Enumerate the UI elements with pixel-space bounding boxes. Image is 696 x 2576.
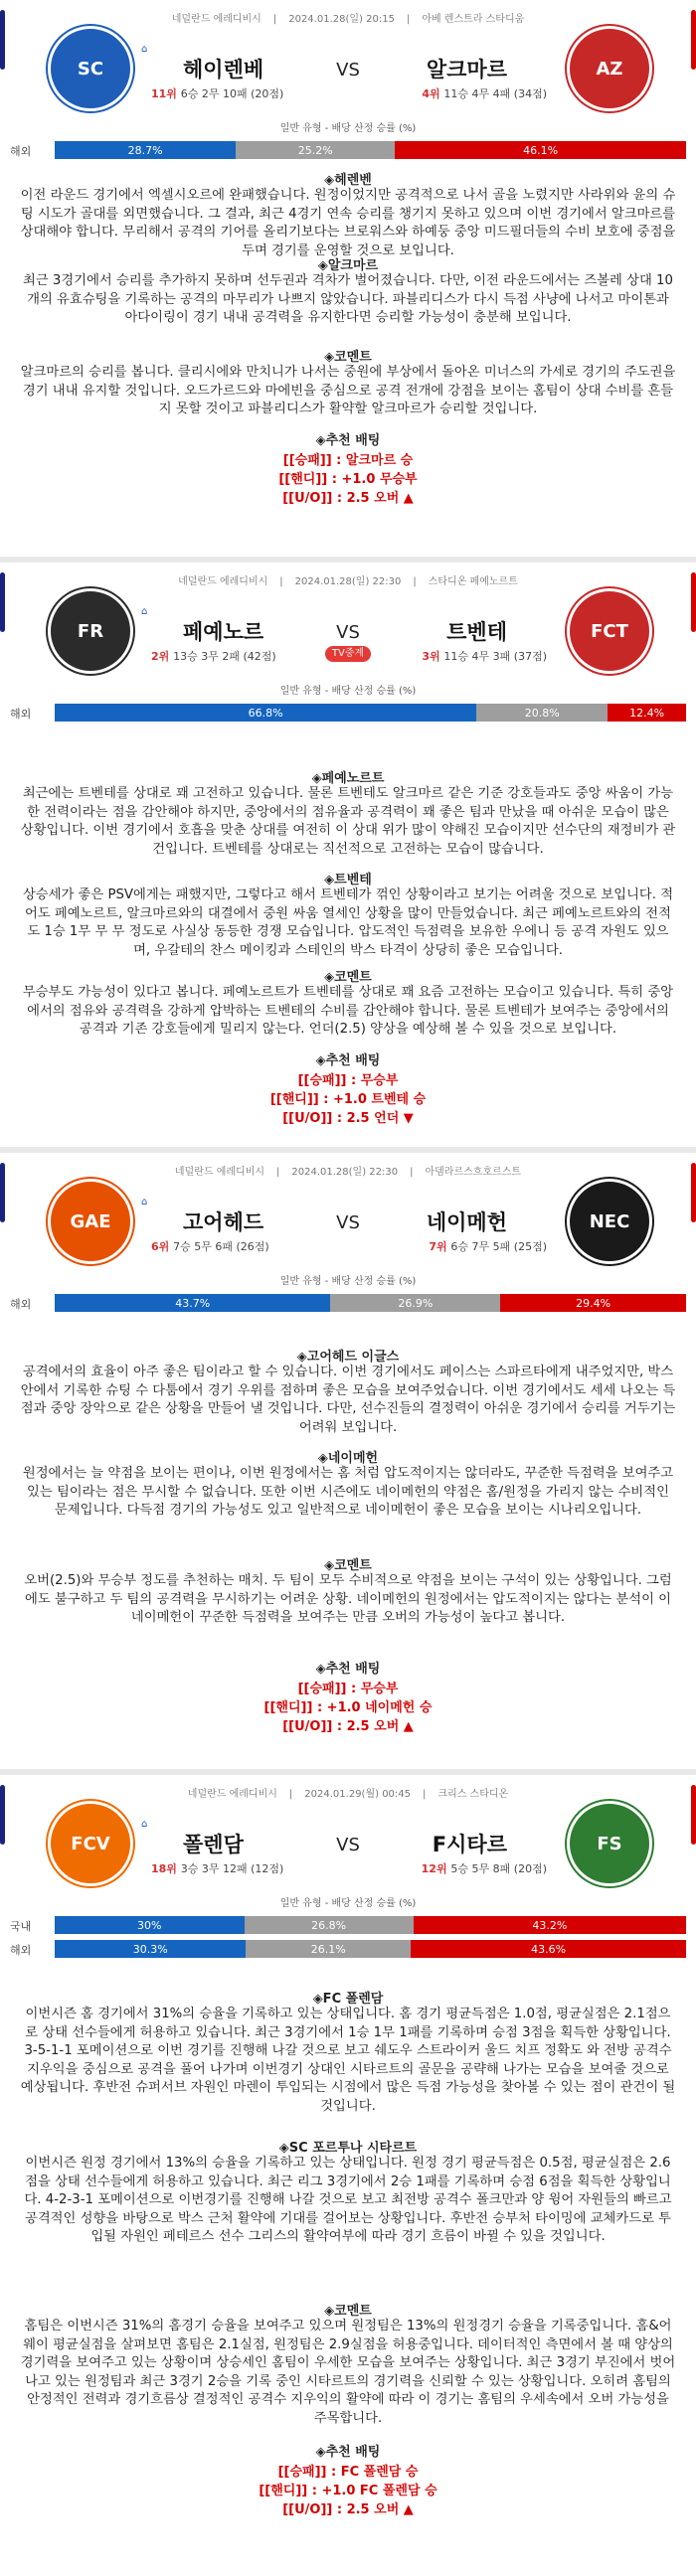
home-team-stats: 7승 5무 6패 (26점) xyxy=(173,1240,269,1253)
recommend-line: [[핸디]] : +1.0 네이메헌 승 xyxy=(263,1700,433,1715)
away-logo-text: AZ xyxy=(596,58,623,80)
vs-label: VS xyxy=(336,1835,360,1855)
away-logo-text: FS xyxy=(597,1833,622,1854)
home-team-record xyxy=(151,1238,269,1254)
away-team-stats: 11승 4무 3패 (37점) xyxy=(443,650,547,663)
recommend-line: [[U/O]] : 2.5 오버 ▲ xyxy=(282,491,414,506)
odds-bar xyxy=(55,141,686,159)
meta-separator: | xyxy=(406,14,411,25)
home-team-rank: 11위 xyxy=(151,87,181,100)
odds-row-label: 해외 xyxy=(10,145,32,158)
home-team-stats: 3승 3무 12패 (12점) xyxy=(180,1862,284,1875)
home-team-logo xyxy=(48,588,133,674)
home-team-record xyxy=(151,1860,283,1876)
analysis-section-title: ◈SC 포르투나 시타르트 xyxy=(278,2141,418,2156)
venue-name: 아뎀라르스흐호르스트 xyxy=(425,1167,522,1178)
odds-row-label: 해외 xyxy=(10,708,32,721)
analysis-section-title: ◈헤렌벤 xyxy=(324,173,372,188)
meta-separator: | xyxy=(288,1789,293,1800)
recommend-line: [[승패]] : FC 폴렌담 승 xyxy=(277,2465,419,2480)
match-card xyxy=(0,1775,696,2576)
home-win-segment: 30% xyxy=(55,1916,245,1934)
home-team-name: 고어헤드 xyxy=(183,1210,264,1234)
away-team-stats: 5승 5무 8패 (20점) xyxy=(450,1862,547,1875)
away-win-segment: 43.6% xyxy=(411,1940,686,1958)
analysis-section-text: 최근 3경기에서 승리를 추가하지 못하며 선두권과 격차가 벌어졌습니다. 다만, 이전 라운드에서는 즈볼레 상대 10개의 유효슈팅을 기록하는 공격의 마무리가 나쁘지 않았습니다. 파블리디스가 다시 득점 사냥에 나서고 마이톤과 아다이링이 경기 내내 공격력을 유지한다면 승리할 가능성이 충분해 보입니다. xyxy=(23,273,673,325)
meta-separator: | xyxy=(276,1167,280,1178)
league-name: 네덜란드 에레디비시 xyxy=(187,1789,277,1800)
recommend-line: [[핸디]] : +1.0 FC 폴렌담 승 xyxy=(259,2484,437,2498)
draw-segment: 26.8% xyxy=(245,1916,414,1934)
recommend-line: [[핸디]] : +1.0 트벤테 승 xyxy=(269,1092,427,1107)
home-win-segment: 30.3% xyxy=(55,1940,246,1958)
away-team-name: 네이메헌 xyxy=(426,1210,507,1234)
home-team-rank: 2위 xyxy=(151,650,174,663)
analysis-section-title: ◈트벤테 xyxy=(324,873,372,887)
analysis-section-text: 공격에서의 효율이 아주 좋은 팀이라고 할 수 있습니다. 이번 경기에서도 페이스는 스파르타에게 내주었지만, 박스 안에서 기록한 슈팅 수 다툼에서 경기 우위를 점하며 좋은 모습을 보여주었습니다. 이번 경기에서도 세세 나오는 득점과 중앙 장악으로 같은 상황을 만들어 낼 것입니다. 다만, 선수진들의 결정력이 아쉬운 경기에서 승리를 거두기는 어려워 보입니다. xyxy=(20,1365,676,1435)
away-team-rank: 3위 xyxy=(422,650,444,663)
home-team-record xyxy=(151,85,283,101)
match-datetime: 2024.01.28(일) 22:30 xyxy=(291,1167,399,1178)
odds-bar xyxy=(55,1294,686,1312)
home-team-name: 페예노르 xyxy=(183,620,264,644)
odds-row-label: 해외 xyxy=(10,1298,32,1311)
home-win-segment: 28.7% xyxy=(55,141,236,159)
home-team-logo xyxy=(48,1801,133,1886)
away-win-segment: 12.4% xyxy=(608,704,686,722)
card-divider xyxy=(0,1769,696,1775)
vs-label: VS xyxy=(336,622,360,643)
home-team-record xyxy=(151,648,276,664)
home-icon: ⌂ xyxy=(141,1197,148,1208)
recommend-line: [[U/O]] : 2.5 오버 ▲ xyxy=(282,2502,414,2517)
match-meta xyxy=(0,1785,696,1800)
match-datetime: 2024.01.28(일) 22:30 xyxy=(294,576,402,587)
analysis-section-text: 알크마르의 승리를 봅니다. 클리시에와 만치니가 나서는 중원에 부상에서 돌아온 미너스의 가세로 경기의 주도권을 경기 내내 유지할 것입니다. 오드가르드와 마에빈을 중심으로 공격 전개에 강점을 보이는 홈팀이 상대 수비를 흔들지 못할 것이고 파블리디스가 활약할 알크마르가 승리할 것입니다. xyxy=(20,365,676,416)
recommend-line: [[핸디]] : +1.0 무승부 xyxy=(278,472,418,487)
home-team-logo xyxy=(48,26,133,111)
draw-segment: 26.1% xyxy=(246,1940,411,1958)
match-datetime: 2024.01.28(일) 20:15 xyxy=(288,14,395,25)
match-card xyxy=(0,0,696,557)
analysis-section-title: ◈코멘트 xyxy=(324,2304,372,2319)
away-win-segment: 46.1% xyxy=(395,141,686,159)
league-name: 네덜란드 에레디비시 xyxy=(174,1167,265,1178)
home-win-segment: 43.7% xyxy=(55,1294,330,1312)
odds-bar xyxy=(55,1940,686,1958)
odds-row-label: 해외 xyxy=(10,1944,32,1957)
analysis-section-text: 이번시즌 원정 경기에서 13%의 승율을 기록하고 있는 상태입니다. 원정 경기 평균득점은 0.5점, 평균실점은 2.6점을 상태 선수들에게 허용하고 있습니다. 최근 리그 3경기에서 2승 1패를 기록하며 승점 6점을 획득한 상황입니다. 4-2-3-1 포메이션으로 이번경기를 진행해 나갈 것으로 보고 최전방 공격수 폴크만과 양 윙어 자원들의 빠르고 공격적인 성향을 바탕으로 박스 근처 활약에 기대를 걸어보는 상황입니다. 후반전 승부처 타이밍에 교체카드로 투입될 자원인 페테르스 선수 그리스의 활약여부에 따라 경기 흐름이 바뀔 수 있을 것입니다. xyxy=(24,2156,672,2244)
recommend-title: ◈추천 배팅 xyxy=(315,433,381,448)
match-meta xyxy=(0,10,696,25)
home-team-rank: 18위 xyxy=(151,1862,181,1875)
analysis-section-text: 최근에는 트벤테를 상대로 꽤 고전하고 있습니다. 물론 트벤테도 알크마르 같은 기준 강호들과도 중앙 싸움이 가능한 전력이라는 점을 감안해야 하지만, 중앙에서의 점유율과 공격력이 꽤 좋은 팀과 만났을 때 아쉬운 모습이 많은 상황입니다. 이번 경기에서 호흡을 맞춘 상대를 여전히 이 상대 위가 많이 약해진 모습이지만 선수단의 재정비가 관건입니다. 트벤테를 상대로는 직선적으로 고전하는 모습이 많습니다. xyxy=(20,786,676,857)
odds-caption: 일반 유형 - 배당 산정 승률 (%) xyxy=(279,1898,417,1909)
away-team-logo xyxy=(567,1801,652,1886)
analysis-section-title: ◈코멘트 xyxy=(324,1558,372,1573)
away-win-segment: 29.4% xyxy=(500,1294,686,1312)
recommend-line: [[U/O]] : 2.5 오버 ▲ xyxy=(282,1719,414,1734)
home-icon: ⌂ xyxy=(141,44,148,55)
odds-bar xyxy=(55,1916,686,1934)
away-logo-text: NEC xyxy=(589,1210,630,1232)
meta-separator: | xyxy=(423,1789,427,1800)
away-team-record xyxy=(422,1860,547,1876)
card-divider xyxy=(0,1147,696,1153)
away-team-stats: 11승 4무 4패 (34점) xyxy=(443,87,547,100)
match-card xyxy=(0,563,696,1147)
analysis-section-text: 홈팀은 이번시즌 31%의 홈경기 승율을 보여주고 있으며 원정팀은 13%의 원정경기 승율을 기록중입니다. 홈&어웨이 평균실점을 살펴보면 홈팀은 2.1실점, 원정팀은 2.9실점을 허용중입니다. 데이터적인 측면에서 볼 때 양상의 경기력을 보여주고 있는 상황이며 상승세인 홈팀이 우세한 모습을 보여주는 상황입니다. 최근 3경기 부진에서 벗어나고 있는 원정팀과 최근 3경기 2승을 기록 중인 시타르트의 경기력을 신뢰할 수 있는 상황입니다. 오히려 홈팀의 안정적인 전력과 경기흐름상 결정적인 공격수 지우익의 활약에 따라 이 경기는 홈팀의 우세속에서 오버 가능성을 주목합니다. xyxy=(20,2319,676,2426)
home-team-name: 폴렌담 xyxy=(183,1833,244,1856)
home-logo-text: FCV xyxy=(71,1833,110,1854)
analysis-section-title: ◈코멘트 xyxy=(324,970,372,985)
recommend-line: [[U/O]] : 2.5 언더 ▼ xyxy=(282,1111,414,1126)
home-win-segment: 66.8% xyxy=(55,704,476,722)
home-team-stats: 13승 3무 2패 (42점) xyxy=(173,650,276,663)
analysis-section-text: 원정에서는 늘 약점을 보이는 편이나, 이번 원정에서는 홈 처럼 압도적이지는 않더라도, 꾸준한 득점력을 보여주고 있는 팀이라는 점은 무시할 수 없습니다. 또한 이번 시즌에도 네이메헌의 약점은 홈/원정을 가리지 않는 수비적인 문제입니다. 다득점 경기의 가능성도 있고 일반적으로 네이메헌이 좋은 모습을 보이는 시나리오입니다. xyxy=(22,1466,674,1518)
home-team-stats: 6승 2무 10패 (20점) xyxy=(180,87,284,100)
analysis-section-title: ◈고어헤드 이글스 xyxy=(296,1350,400,1365)
odds-row-label: 국내 xyxy=(10,1920,32,1933)
draw-segment: 26.9% xyxy=(330,1294,500,1312)
venue-name: 스타디온 페예노르트 xyxy=(428,576,518,587)
away-team-name: F시타르 xyxy=(432,1833,507,1856)
meta-separator: | xyxy=(279,576,283,587)
away-team-rank: 7위 xyxy=(429,1240,451,1253)
meta-separator: | xyxy=(413,576,417,587)
match-datetime: 2024.01.29(월) 00:45 xyxy=(304,1789,412,1800)
analysis-section-title: ◈페예노르트 xyxy=(311,771,385,786)
vs-label: VS xyxy=(336,1212,360,1233)
odds-caption: 일반 유형 - 배당 산정 승률 (%) xyxy=(279,123,417,134)
match-meta xyxy=(0,572,696,587)
home-icon: ⌂ xyxy=(141,1819,148,1830)
meta-separator: | xyxy=(410,1167,414,1178)
home-logo-text: GAE xyxy=(70,1210,111,1232)
analysis-section-text: 무승부도 가능성이 있다고 봅니다. 페예노르트가 트벤테를 상대로 꽤 요즘 고전하는 모습이고 있습니다. 특히 중앙에서의 점유와 공격력을 강하게 압박하는 트벤테의 수비를 감안해야 합니다. 물론 트벤테가 보여주는 중앙에서의 공격과 기존 강호들에게 밀리지 않는다. 언더(2.5) 양상을 예상해 볼 수 있을 것으로 보입니다. xyxy=(22,985,674,1037)
analysis-section-text: 오버(2.5)와 무승부 정도를 추천하는 매치. 두 팀이 모두 수비적으로 약점을 보이는 구석이 있는 상황입니다. 그럼에도 불구하고 두 팀의 공격력을 무시하기는 어려운 상황. 네이메헌의 원정에서는 압도적이지는 않다는 분석이 이 네이메헌이 꾸준한 득점력을 보여주는 만큼 오버의 가능성이 높다고 봅니다. xyxy=(24,1573,672,1625)
recommend-title: ◈추천 배팅 xyxy=(315,1662,381,1677)
odds-bar xyxy=(55,704,686,722)
analysis-section-text: 이번시즌 홈 경기에서 31%의 승율을 기록하고 있는 상태입니다. 홈 경기 평균득점은 1.0점, 평균실점은 2.1점으로 상태 선수들에게 허용하고 있습니다. 최근 3경기에서 1승 1무 1패를 기록하며 승점 3점을 획득한 상황입니다. 3-5-1-1 포메이션으로 이번 경기를 진행해 나갈 것으로 보고 쉐도우 스트라이커 울드 치프 정확도 와 전방 공격수 지우익을 중심으로 공격을 풀어 나가며 이번경기 상대인 시타르트의 골문을 공략해 나가는 모습을 보여줄 것으로 예상됩니다. 후반전 슈퍼서브 자원인 마렌이 투입되는 시점에서 많은 득점 가능성을 찾아볼 수 있는 점이 관건이 될 것입니다. xyxy=(20,2007,676,2114)
away-team-rank: 12위 xyxy=(421,1862,451,1875)
odds-caption: 일반 유형 - 배당 산정 승률 (%) xyxy=(279,1276,417,1287)
recommend-line: [[승패]] : 무승부 xyxy=(297,1682,399,1696)
match-meta xyxy=(0,1163,696,1178)
home-logo-text: SC xyxy=(77,58,104,80)
home-team-logo xyxy=(48,1179,133,1264)
venue-name: 아베 렌스트라 스타디움 xyxy=(422,14,525,25)
analysis-section-text: 이전 라운드 경기에서 엑셀시오르에 완패했습니다. 원정이었지만 공격적으로 나서 골을 노렸지만 사라위와 윤의 슈팅 시도가 골대를 외면했습니다. 그 결과, 최근 4경기 연속 승리를 챙기지 못하고 있으며 이번 경기에서 알크마르를 상대해야 합니다. 무리해서 공격의 기어를 올리기보다는 브로워스와 하예둥 중앙 미드필더들의 수비 보호에 중점을 두며 경기를 운영할 것으로 보입니다. xyxy=(20,188,676,256)
draw-segment: 20.8% xyxy=(476,704,608,722)
away-team-stats: 6승 7무 5패 (25점) xyxy=(450,1240,547,1253)
home-team-rank: 6위 xyxy=(151,1240,174,1253)
league-name: 네덜란드 에레디비시 xyxy=(171,14,261,25)
away-logo-text: FCT xyxy=(591,620,628,642)
analysis-section-title: ◈코멘트 xyxy=(324,350,372,365)
away-team-record xyxy=(429,1238,547,1254)
analysis-section-text: 상승세가 좋은 PSV에게는 패했지만, 그렇다고 해서 트벤테가 꺾인 상황이라고 보기는 어려울 것으로 보입니다. 적어도 페예노르트, 알크마르와의 대결에서 중원 싸움 열세인 상황을 많이 만들었습니다. 최근 페예노르트와의 전적도 1승 1무 무 무 정도로 사실상 동등한 경쟁 모습입니다. 압도적인 득점력을 보유한 우에니 등 공격 자원도 있으며, 우갈테의 찬스 메이킹과 스테인의 박스 타격이 상당히 좋은 모습입니다. xyxy=(22,887,674,958)
recommend-title: ◈추천 배팅 xyxy=(315,2445,381,2460)
away-team-name: 알크마르 xyxy=(426,58,507,81)
card-divider xyxy=(0,557,696,563)
vs-label: VS xyxy=(336,60,360,80)
away-team-record xyxy=(422,648,547,664)
home-icon: ⌂ xyxy=(141,606,148,617)
tv-broadcast-badge: TV중계 xyxy=(325,646,371,662)
venue-name: 크리스 스타디온 xyxy=(437,1789,509,1800)
away-win-segment: 43.2% xyxy=(414,1916,686,1934)
draw-segment: 25.2% xyxy=(236,141,395,159)
recommend-title: ◈추천 배팅 xyxy=(315,1053,381,1068)
away-team-name: 트벤테 xyxy=(446,620,507,644)
away-team-logo xyxy=(567,26,652,111)
away-team-logo xyxy=(567,1179,652,1264)
match-card xyxy=(0,1153,696,1769)
recommend-line: [[승패]] : 알크마르 승 xyxy=(282,453,414,468)
league-name: 네덜란드 에레디비시 xyxy=(178,576,268,587)
analysis-section-title: ◈네이메헌 xyxy=(317,1451,379,1466)
recommend-line: [[승패]] : 무승부 xyxy=(297,1073,399,1088)
analysis-section-title: ◈알크마르 xyxy=(317,258,379,273)
meta-separator: | xyxy=(272,14,277,25)
away-team-record xyxy=(422,85,547,101)
home-logo-text: FR xyxy=(77,620,104,642)
odds-caption: 일반 유형 - 배당 산정 승률 (%) xyxy=(279,686,417,697)
away-team-logo xyxy=(567,588,652,674)
away-team-rank: 4위 xyxy=(422,87,444,100)
analysis-section-title: ◈FC 폴렌담 xyxy=(312,1992,384,2007)
home-team-name: 헤이렌베 xyxy=(183,58,264,81)
